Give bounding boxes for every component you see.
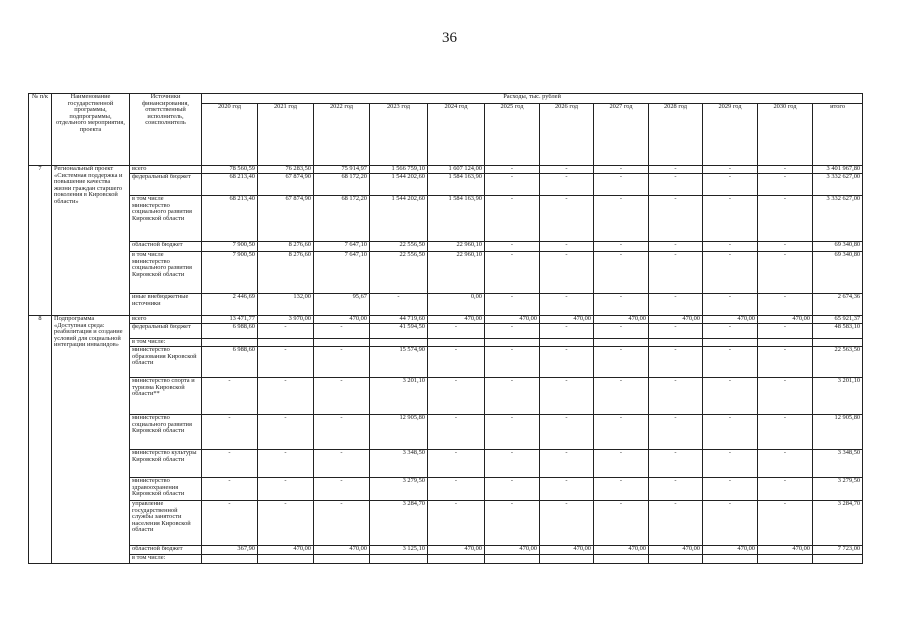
value-cell: 367,90 — [202, 546, 258, 555]
value-cell: - — [428, 347, 485, 378]
value-cell: - — [428, 415, 485, 450]
value-cell: - — [540, 174, 594, 196]
row-number: 7 — [29, 166, 52, 316]
value-cell: - — [649, 347, 703, 378]
funding-source: управление государственной службы занятости населения Кировской области — [130, 501, 202, 546]
value-cell: - — [649, 174, 703, 196]
value-cell: - — [258, 415, 314, 450]
table-row — [29, 415, 863, 450]
total-cell: 3 332 627,00 — [813, 196, 863, 242]
value-cell: 3 125,10 — [370, 546, 428, 555]
value-cell: - — [594, 478, 649, 501]
table-row — [29, 347, 863, 378]
value-cell: - — [485, 196, 540, 242]
value-cell: 15 574,90 — [370, 347, 428, 378]
header-year: 2025 год — [485, 104, 540, 166]
funding-source: министерство спорта и туризма Кировской области** — [130, 378, 202, 415]
value-cell: 7 647,10 — [314, 242, 370, 252]
value-cell: - — [485, 252, 540, 294]
value-cell: - — [314, 378, 370, 415]
value-cell: - — [540, 294, 594, 316]
funding-source: областной бюджет — [130, 546, 202, 555]
value-cell: - — [428, 450, 485, 478]
total-cell: 7 723,00 — [813, 546, 863, 555]
value-cell: - — [703, 294, 758, 316]
value-cell: - — [758, 347, 813, 378]
table-row — [29, 450, 863, 478]
value-cell: 68 172,20 — [314, 174, 370, 196]
value-cell — [758, 555, 813, 564]
value-cell: - — [594, 174, 649, 196]
value-cell: - — [485, 242, 540, 252]
value-cell: - — [594, 294, 649, 316]
value-cell: - — [540, 501, 594, 546]
value-cell: 470,00 — [703, 546, 758, 555]
value-cell: 22 556,50 — [370, 252, 428, 294]
total-cell: 3 332 627,00 — [813, 174, 863, 196]
value-cell: - — [428, 324, 485, 339]
header-year: 2029 год — [703, 104, 758, 166]
header-year: 2024 год — [428, 104, 485, 166]
value-cell: - — [703, 450, 758, 478]
header-year: 2027 год — [594, 104, 649, 166]
value-cell: 1 607 124,00 — [428, 166, 485, 174]
value-cell: - — [758, 450, 813, 478]
value-cell: 470,00 — [649, 546, 703, 555]
value-cell: 470,00 — [649, 316, 703, 324]
value-cell: - — [540, 378, 594, 415]
value-cell: - — [540, 242, 594, 252]
value-cell: - — [540, 166, 594, 174]
value-cell: - — [703, 196, 758, 242]
funding-source: в том числе министерство социального развития Кировской области — [130, 252, 202, 294]
value-cell — [258, 555, 314, 564]
value-cell: 1 544 202,60 — [370, 174, 428, 196]
value-cell: - — [258, 347, 314, 378]
funding-source: в том числе министерство социального развития Кировской области — [130, 196, 202, 242]
header-year: 2021 год — [258, 104, 314, 166]
program-name: Подпрограмма «Доступная среда: реабилитация и создание условий для социальной интеграции инвалидов» — [52, 316, 130, 564]
value-cell: 470,00 — [758, 546, 813, 555]
value-cell: - — [540, 324, 594, 339]
value-cell: - — [649, 478, 703, 501]
value-cell: - — [758, 324, 813, 339]
funding-source: в том числе: — [130, 339, 202, 347]
total-cell: 69 340,80 — [813, 252, 863, 294]
value-cell: - — [594, 324, 649, 339]
funding-source: в том числе: — [130, 555, 202, 564]
value-cell: 3 201,10 — [370, 378, 428, 415]
table-row — [29, 252, 863, 294]
value-cell: 470,00 — [258, 546, 314, 555]
value-cell: 470,00 — [428, 316, 485, 324]
value-cell: 470,00 — [594, 316, 649, 324]
value-cell: - — [649, 166, 703, 174]
value-cell — [485, 555, 540, 564]
funding-source: федеральный бюджет — [130, 174, 202, 196]
value-cell: - — [428, 378, 485, 415]
value-cell: - — [758, 501, 813, 546]
value-cell: - — [758, 196, 813, 242]
funding-source: министерство социального развития Кировской области — [130, 415, 202, 450]
value-cell: - — [703, 252, 758, 294]
total-cell: 3 284,70 — [813, 501, 863, 546]
table-row — [29, 294, 863, 316]
value-cell: 7 900,50 — [202, 252, 258, 294]
program-name: Региональный проект «Системная поддержка и повышение качества жизни граждан старшего поколения в Кировской области» — [52, 166, 130, 316]
value-cell: - — [594, 415, 649, 450]
value-cell: 3 970,00 — [258, 316, 314, 324]
value-cell — [594, 555, 649, 564]
funding-source: всего — [130, 316, 202, 324]
value-cell: - — [314, 347, 370, 378]
value-cell: - — [540, 415, 594, 450]
funding-source: министерство образования Кировской области — [130, 347, 202, 378]
expenses-table — [28, 93, 863, 564]
value-cell: - — [540, 478, 594, 501]
value-cell: - — [649, 450, 703, 478]
header-year: 2030 год — [758, 104, 813, 166]
value-cell: - — [314, 324, 370, 339]
value-cell: - — [485, 174, 540, 196]
value-cell: 470,00 — [485, 316, 540, 324]
total-cell: 12 905,80 — [813, 415, 863, 450]
value-cell: 68 213,40 — [202, 196, 258, 242]
value-cell: - — [703, 242, 758, 252]
value-cell: - — [258, 324, 314, 339]
value-cell: 1 584 163,90 — [428, 196, 485, 242]
value-cell: 22 960,10 — [428, 242, 485, 252]
value-cell: 2 446,69 — [202, 294, 258, 316]
value-cell: - — [485, 501, 540, 546]
value-cell: 13 471,77 — [202, 316, 258, 324]
total-cell — [813, 555, 863, 564]
value-cell: 470,00 — [703, 316, 758, 324]
value-cell: - — [258, 378, 314, 415]
value-cell: - — [649, 324, 703, 339]
value-cell: 470,00 — [540, 316, 594, 324]
value-cell — [370, 555, 428, 564]
header-source: Источники финансирования, ответственный исполнитель, соисполнитель — [130, 94, 202, 166]
total-cell: 3 201,10 — [813, 378, 863, 415]
value-cell: 76 283,50 — [258, 166, 314, 174]
value-cell: - — [594, 347, 649, 378]
table-row — [29, 196, 863, 242]
value-cell: - — [202, 478, 258, 501]
value-cell: - — [485, 166, 540, 174]
total-cell: 2 674,36 — [813, 294, 863, 316]
value-cell: 6 988,60 — [202, 324, 258, 339]
table-row — [29, 324, 863, 339]
value-cell: - — [649, 242, 703, 252]
value-cell: - — [594, 252, 649, 294]
value-cell: - — [594, 450, 649, 478]
value-cell: - — [428, 501, 485, 546]
funding-source: всего — [130, 166, 202, 174]
value-cell: - — [649, 252, 703, 294]
value-cell: - — [485, 294, 540, 316]
value-cell — [202, 555, 258, 564]
value-cell: - — [594, 378, 649, 415]
total-cell: 48 583,10 — [813, 324, 863, 339]
value-cell: - — [594, 242, 649, 252]
header-year: 2022 год — [314, 104, 370, 166]
total-cell: 3 401 967,80 — [813, 166, 863, 174]
value-cell: - — [703, 478, 758, 501]
value-cell: - — [314, 501, 370, 546]
value-cell: - — [485, 478, 540, 501]
value-cell: - — [202, 450, 258, 478]
header-name: Наименование государственной программы, подпрограммы, отдельного мероприятия, проекта — [52, 94, 130, 166]
header-year: 2028 год — [649, 104, 703, 166]
value-cell: - — [485, 415, 540, 450]
table-row — [29, 378, 863, 415]
value-cell: - — [485, 378, 540, 415]
value-cell — [649, 555, 703, 564]
header-total: итого — [813, 104, 863, 166]
value-cell: - — [540, 196, 594, 242]
page-number: 36 — [442, 30, 457, 46]
value-cell: - — [314, 478, 370, 501]
total-cell: 3 279,50 — [813, 478, 863, 501]
funding-source: министерство здравоохранения Кировской области — [130, 478, 202, 501]
value-cell: - — [314, 450, 370, 478]
value-cell: - — [540, 347, 594, 378]
value-cell: 67 874,90 — [258, 174, 314, 196]
value-cell: - — [594, 166, 649, 174]
value-cell: 1 544 202,60 — [370, 196, 428, 242]
row-number: 8 — [29, 316, 52, 564]
value-cell: - — [758, 174, 813, 196]
header-year: 2020 год — [202, 104, 258, 166]
value-cell: - — [258, 478, 314, 501]
value-cell: - — [703, 415, 758, 450]
value-cell: 3 284,70 — [370, 501, 428, 546]
value-cell: - — [485, 324, 540, 339]
value-cell: - — [649, 501, 703, 546]
value-cell: 132,00 — [258, 294, 314, 316]
value-cell: 470,00 — [758, 316, 813, 324]
value-cell: 68 213,40 — [202, 174, 258, 196]
value-cell: - — [485, 347, 540, 378]
value-cell: - — [540, 252, 594, 294]
total-cell: 69 340,80 — [813, 242, 863, 252]
value-cell: 470,00 — [314, 546, 370, 555]
value-cell: 6 988,60 — [202, 347, 258, 378]
value-cell: - — [594, 196, 649, 242]
funding-source: министерство культуры Кировской области — [130, 450, 202, 478]
value-cell: - — [202, 501, 258, 546]
value-cell: 8 276,60 — [258, 252, 314, 294]
value-cell: 41 594,50 — [370, 324, 428, 339]
value-cell: 75 914,97 — [314, 166, 370, 174]
value-cell: - — [649, 294, 703, 316]
table-row — [29, 174, 863, 196]
value-cell: 22 556,50 — [370, 242, 428, 252]
value-cell: - — [649, 378, 703, 415]
total-cell: 65 921,37 — [813, 316, 863, 324]
value-cell: - — [758, 478, 813, 501]
value-cell: - — [703, 324, 758, 339]
value-cell: 470,00 — [428, 546, 485, 555]
value-cell: - — [758, 415, 813, 450]
value-cell: 68 172,20 — [314, 196, 370, 242]
value-cell: 67 874,90 — [258, 196, 314, 242]
value-cell: 470,00 — [594, 546, 649, 555]
value-cell: 78 560,59 — [202, 166, 258, 174]
funding-source: областной бюджет — [130, 242, 202, 252]
value-cell: - — [703, 501, 758, 546]
value-cell: 0,00 — [428, 294, 485, 316]
value-cell: 95,67 — [314, 294, 370, 316]
value-cell — [703, 555, 758, 564]
funding-source: иные внебюджетные источники — [130, 294, 202, 316]
value-cell: 3 279,50 — [370, 478, 428, 501]
header-year: 2023 год — [370, 104, 428, 166]
value-cell: 7 647,10 — [314, 252, 370, 294]
value-cell: - — [758, 242, 813, 252]
value-cell: 470,00 — [485, 546, 540, 555]
value-cell: 44 719,60 — [370, 316, 428, 324]
value-cell — [314, 555, 370, 564]
value-cell: 1 566 759,10 — [370, 166, 428, 174]
value-cell: - — [594, 501, 649, 546]
value-cell: - — [485, 450, 540, 478]
header-year: 2026 год — [540, 104, 594, 166]
value-cell: - — [258, 450, 314, 478]
value-cell: 22 960,10 — [428, 252, 485, 294]
value-cell: 3 348,50 — [370, 450, 428, 478]
value-cell: 7 900,50 — [202, 242, 258, 252]
funding-source: федеральный бюджет — [130, 324, 202, 339]
table-row — [29, 242, 863, 252]
value-cell: 8 276,60 — [258, 242, 314, 252]
value-cell: - — [758, 378, 813, 415]
value-cell: - — [758, 294, 813, 316]
value-cell: - — [370, 294, 428, 316]
table-body — [29, 166, 863, 564]
table-row — [29, 501, 863, 546]
header-expenses: Расходы, тыс. рублей — [202, 94, 863, 104]
value-cell: - — [540, 450, 594, 478]
value-cell: - — [428, 478, 485, 501]
value-cell: 470,00 — [314, 316, 370, 324]
value-cell: - — [202, 415, 258, 450]
value-cell: - — [703, 378, 758, 415]
value-cell: - — [649, 196, 703, 242]
value-cell: 12 905,80 — [370, 415, 428, 450]
header-num: № п/к — [29, 94, 52, 166]
table-row — [29, 478, 863, 501]
total-cell: 22 563,50 — [813, 347, 863, 378]
value-cell — [540, 555, 594, 564]
value-cell: - — [703, 347, 758, 378]
value-cell: - — [202, 378, 258, 415]
value-cell: - — [703, 166, 758, 174]
value-cell: - — [703, 174, 758, 196]
value-cell: - — [258, 501, 314, 546]
value-cell: 1 584 163,90 — [428, 174, 485, 196]
value-cell: - — [314, 415, 370, 450]
value-cell: - — [649, 415, 703, 450]
value-cell — [428, 555, 485, 564]
value-cell: - — [758, 252, 813, 294]
total-cell: 3 348,50 — [813, 450, 863, 478]
table-row — [29, 555, 863, 564]
value-cell: - — [758, 166, 813, 174]
value-cell: 470,00 — [540, 546, 594, 555]
